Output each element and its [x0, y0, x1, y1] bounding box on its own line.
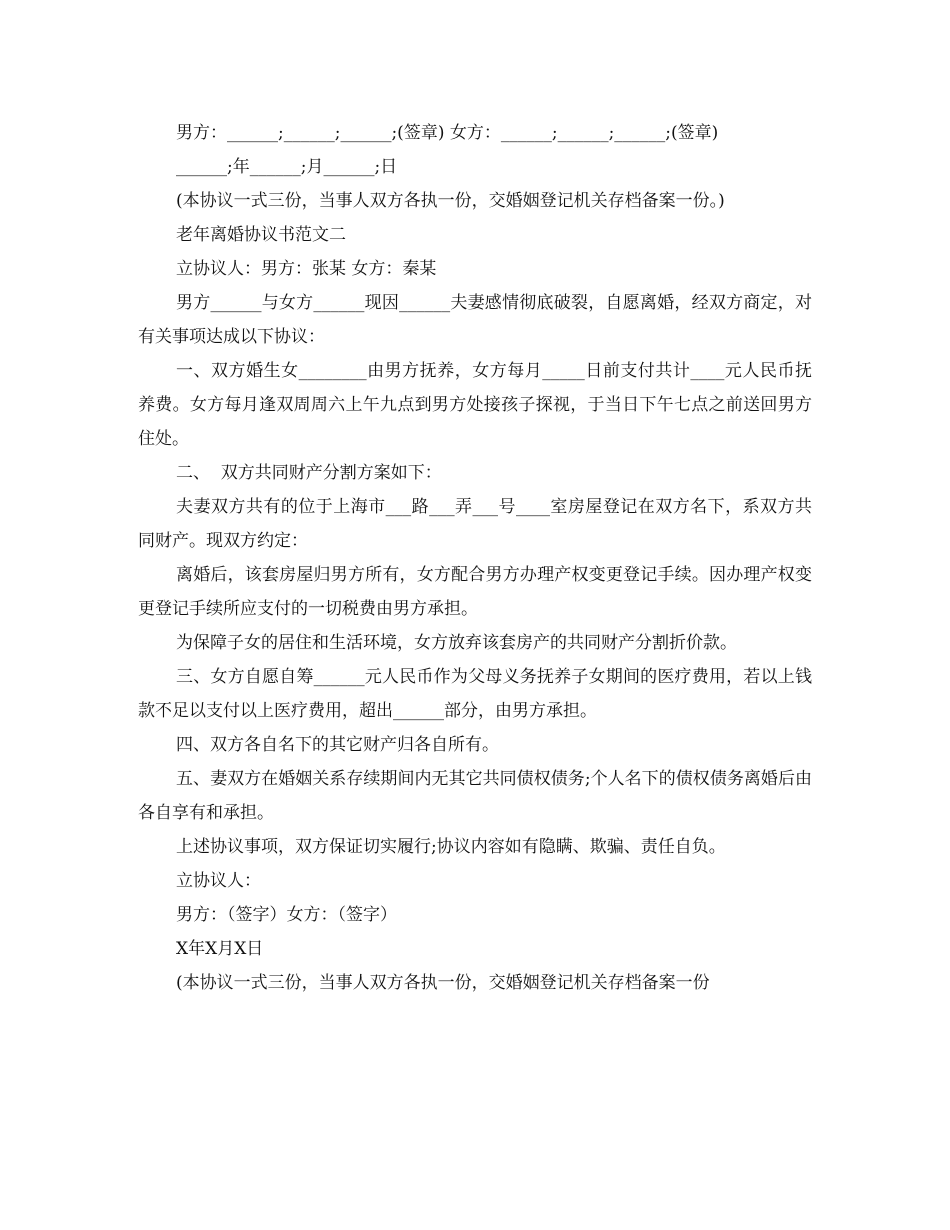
document-body	[138, 116, 812, 1000]
parties-line: 立协议人：男方：张某 女方：秦某	[176, 259, 437, 279]
section-title: 老年离婚协议书范文二	[176, 225, 346, 245]
copies-note-2: (本协议一式三份，当事人双方各执一份，交婚姻登记机关存档备案一份	[176, 973, 710, 993]
clause-1-custody: 一、双方婚生女________由男方抚养，女方每月_____日前支付共计____元人民币抚养费。女方每月逢双周周六上午九点到男方处接孩子探视，于当日下午七点之前送回男方住处。	[138, 361, 812, 449]
clause-4-other-property: 四、双方各自名下的其它财产归各自所有。	[176, 735, 499, 755]
intro-paragraph: 男方______与女方______现因______夫妻感情彻底破裂，自愿离婚，经双方商定，对有关事项达成以下协议：	[138, 293, 812, 347]
copies-note: (本协议一式三份，当事人双方各执一份，交婚姻登记机关存档备案一份。)	[176, 191, 725, 211]
clause-2-heading: 二、 双方共同财产分割方案如下：	[176, 463, 442, 483]
date-blank-line: ______;年______;月______;日	[176, 157, 398, 177]
signature-fields: 男方：（签字）女方：（签字）	[176, 905, 397, 925]
property-waiver: 为保障子女的居住和生活环境，女方放弃该套房产的共同财产分割折价款。	[176, 633, 737, 653]
signature-line: 男方：______;______;______;(签章) 女方：______;______;______;(签章)	[176, 123, 719, 143]
clause-5-debts: 五、妻双方在婚姻关系存续期间内无其它共同债权债务;个人名下的债权债务离婚后由各自享有和承担。	[138, 769, 812, 823]
signing-date: X年X月X日	[176, 939, 264, 959]
property-description: 夫妻双方共有的位于上海市___路___弄___号____室房屋登记在双方名下，系双方共同财产。现双方约定：	[138, 497, 812, 551]
clause-3-medical: 三、女方自愿自筹______元人民币作为父母义务抚养子女期间的医疗费用，若以上钱款不足以支付以上医疗费用，超出______部分，由男方承担。	[138, 667, 812, 721]
performance-guarantee: 上述协议事项，双方保证切实履行;协议内容如有隐瞒、欺骗、责任自负。	[176, 837, 726, 857]
property-after-divorce: 离婚后，该套房屋归男方所有，女方配合男方办理产权变更登记手续。因办理产权变更登记手续所应支付的一切税费由男方承担。	[138, 565, 812, 619]
signatories-label: 立协议人：	[176, 871, 261, 891]
